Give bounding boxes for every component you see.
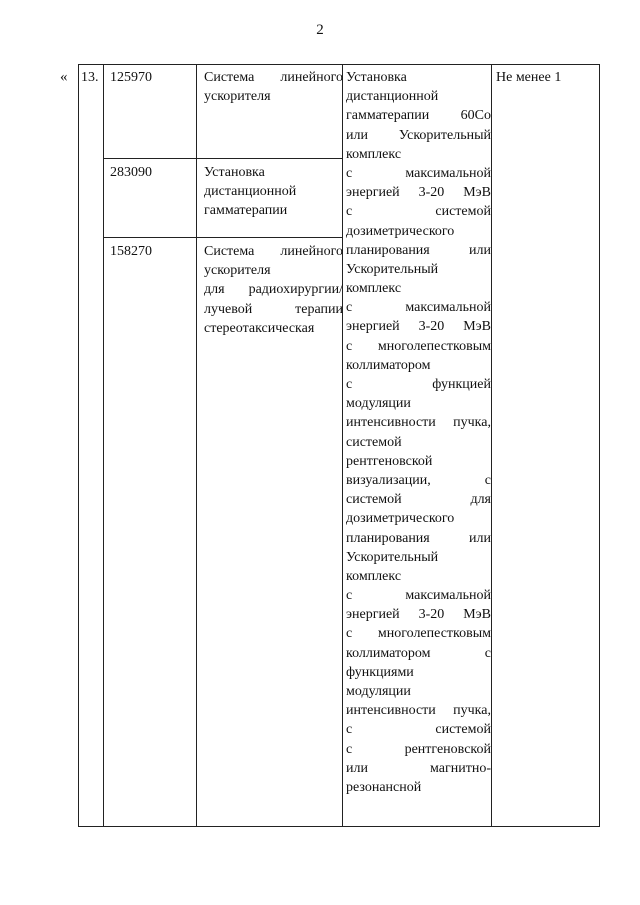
text-line: лучевой терапии: [204, 301, 343, 317]
text-line: дозиметрического: [346, 223, 455, 239]
text-line: с системой: [346, 204, 491, 220]
text-line: с системой: [346, 722, 491, 738]
text-line: с максимальной: [346, 588, 491, 604]
text-line: ускорителя: [204, 263, 271, 279]
text-line: Установка: [346, 70, 407, 85]
text-line: энергией 3-20 МэВ: [346, 185, 491, 201]
text-line: визуализации, с: [346, 472, 491, 488]
column-divider: [103, 65, 104, 826]
text-line: интенсивности пучка,: [346, 703, 491, 719]
text-line: модуляции: [346, 396, 411, 412]
opening-quote: «: [60, 69, 68, 85]
text-line: или магнитно-: [346, 760, 491, 776]
text-line: или Ускорительный: [346, 127, 491, 143]
item-name: [204, 163, 343, 221]
item-code: 125970: [110, 70, 152, 85]
text-line: коллиматором с: [346, 645, 491, 661]
required-quantity: Не менее 1: [496, 70, 562, 85]
text-line: дозиметрического: [346, 511, 455, 527]
equipment-description: [346, 68, 491, 797]
item-code: 283090: [110, 165, 152, 180]
text-line: коллиматором: [346, 357, 431, 373]
text-line: стереотаксическая: [204, 320, 315, 336]
text-line: с функцией: [346, 377, 491, 392]
text-line: Система линейного: [204, 244, 343, 259]
row-divider: [103, 158, 343, 159]
row-number: 13.: [81, 70, 99, 85]
text-line: с рентгеновской: [346, 741, 491, 757]
text-line: для радиохирургии/: [204, 282, 343, 298]
text-line: функциями: [346, 664, 414, 680]
text-line: рентгеновской: [346, 453, 433, 469]
item-name: [204, 68, 343, 106]
equipment-table: [78, 64, 600, 827]
text-line: Установка: [204, 165, 265, 180]
item-name: [204, 242, 343, 338]
text-line: системой для: [346, 492, 491, 508]
column-divider: [196, 65, 197, 826]
text-line: модуляции: [346, 684, 411, 699]
text-line: дистанционной: [204, 184, 297, 200]
text-line: интенсивности пучка,: [346, 415, 491, 431]
text-line: системой: [346, 434, 402, 450]
page-number: 2: [316, 22, 324, 38]
text-line: планирования или: [346, 530, 491, 546]
text-line: ускорителя: [204, 89, 271, 105]
text-line: с максимальной: [346, 300, 491, 316]
text-line: дистанционной: [346, 89, 439, 105]
text-line: комплекс: [346, 568, 402, 584]
text-line: гамматерапии 60Co: [346, 108, 491, 124]
text-line: комплекс: [346, 281, 402, 297]
text-line: Ускорительный: [346, 261, 439, 277]
text-line: энергией 3-20 МэВ: [346, 319, 491, 335]
text-line: планирования или: [346, 242, 491, 258]
item-code: 158270: [110, 244, 152, 259]
text-line: резонансной: [346, 779, 422, 795]
text-line: комплекс: [346, 146, 402, 162]
text-line: с многолепестковым: [346, 626, 491, 642]
text-line: гамматерапии: [204, 203, 288, 219]
row-divider: [103, 237, 343, 238]
text-line: с многолепестковым: [346, 338, 491, 354]
text-line: Ускорительный: [346, 549, 439, 565]
text-line: энергией 3-20 МэВ: [346, 607, 491, 623]
text-line: с максимальной: [346, 165, 491, 181]
column-divider: [491, 65, 492, 826]
text-line: Система линейного: [204, 70, 343, 85]
